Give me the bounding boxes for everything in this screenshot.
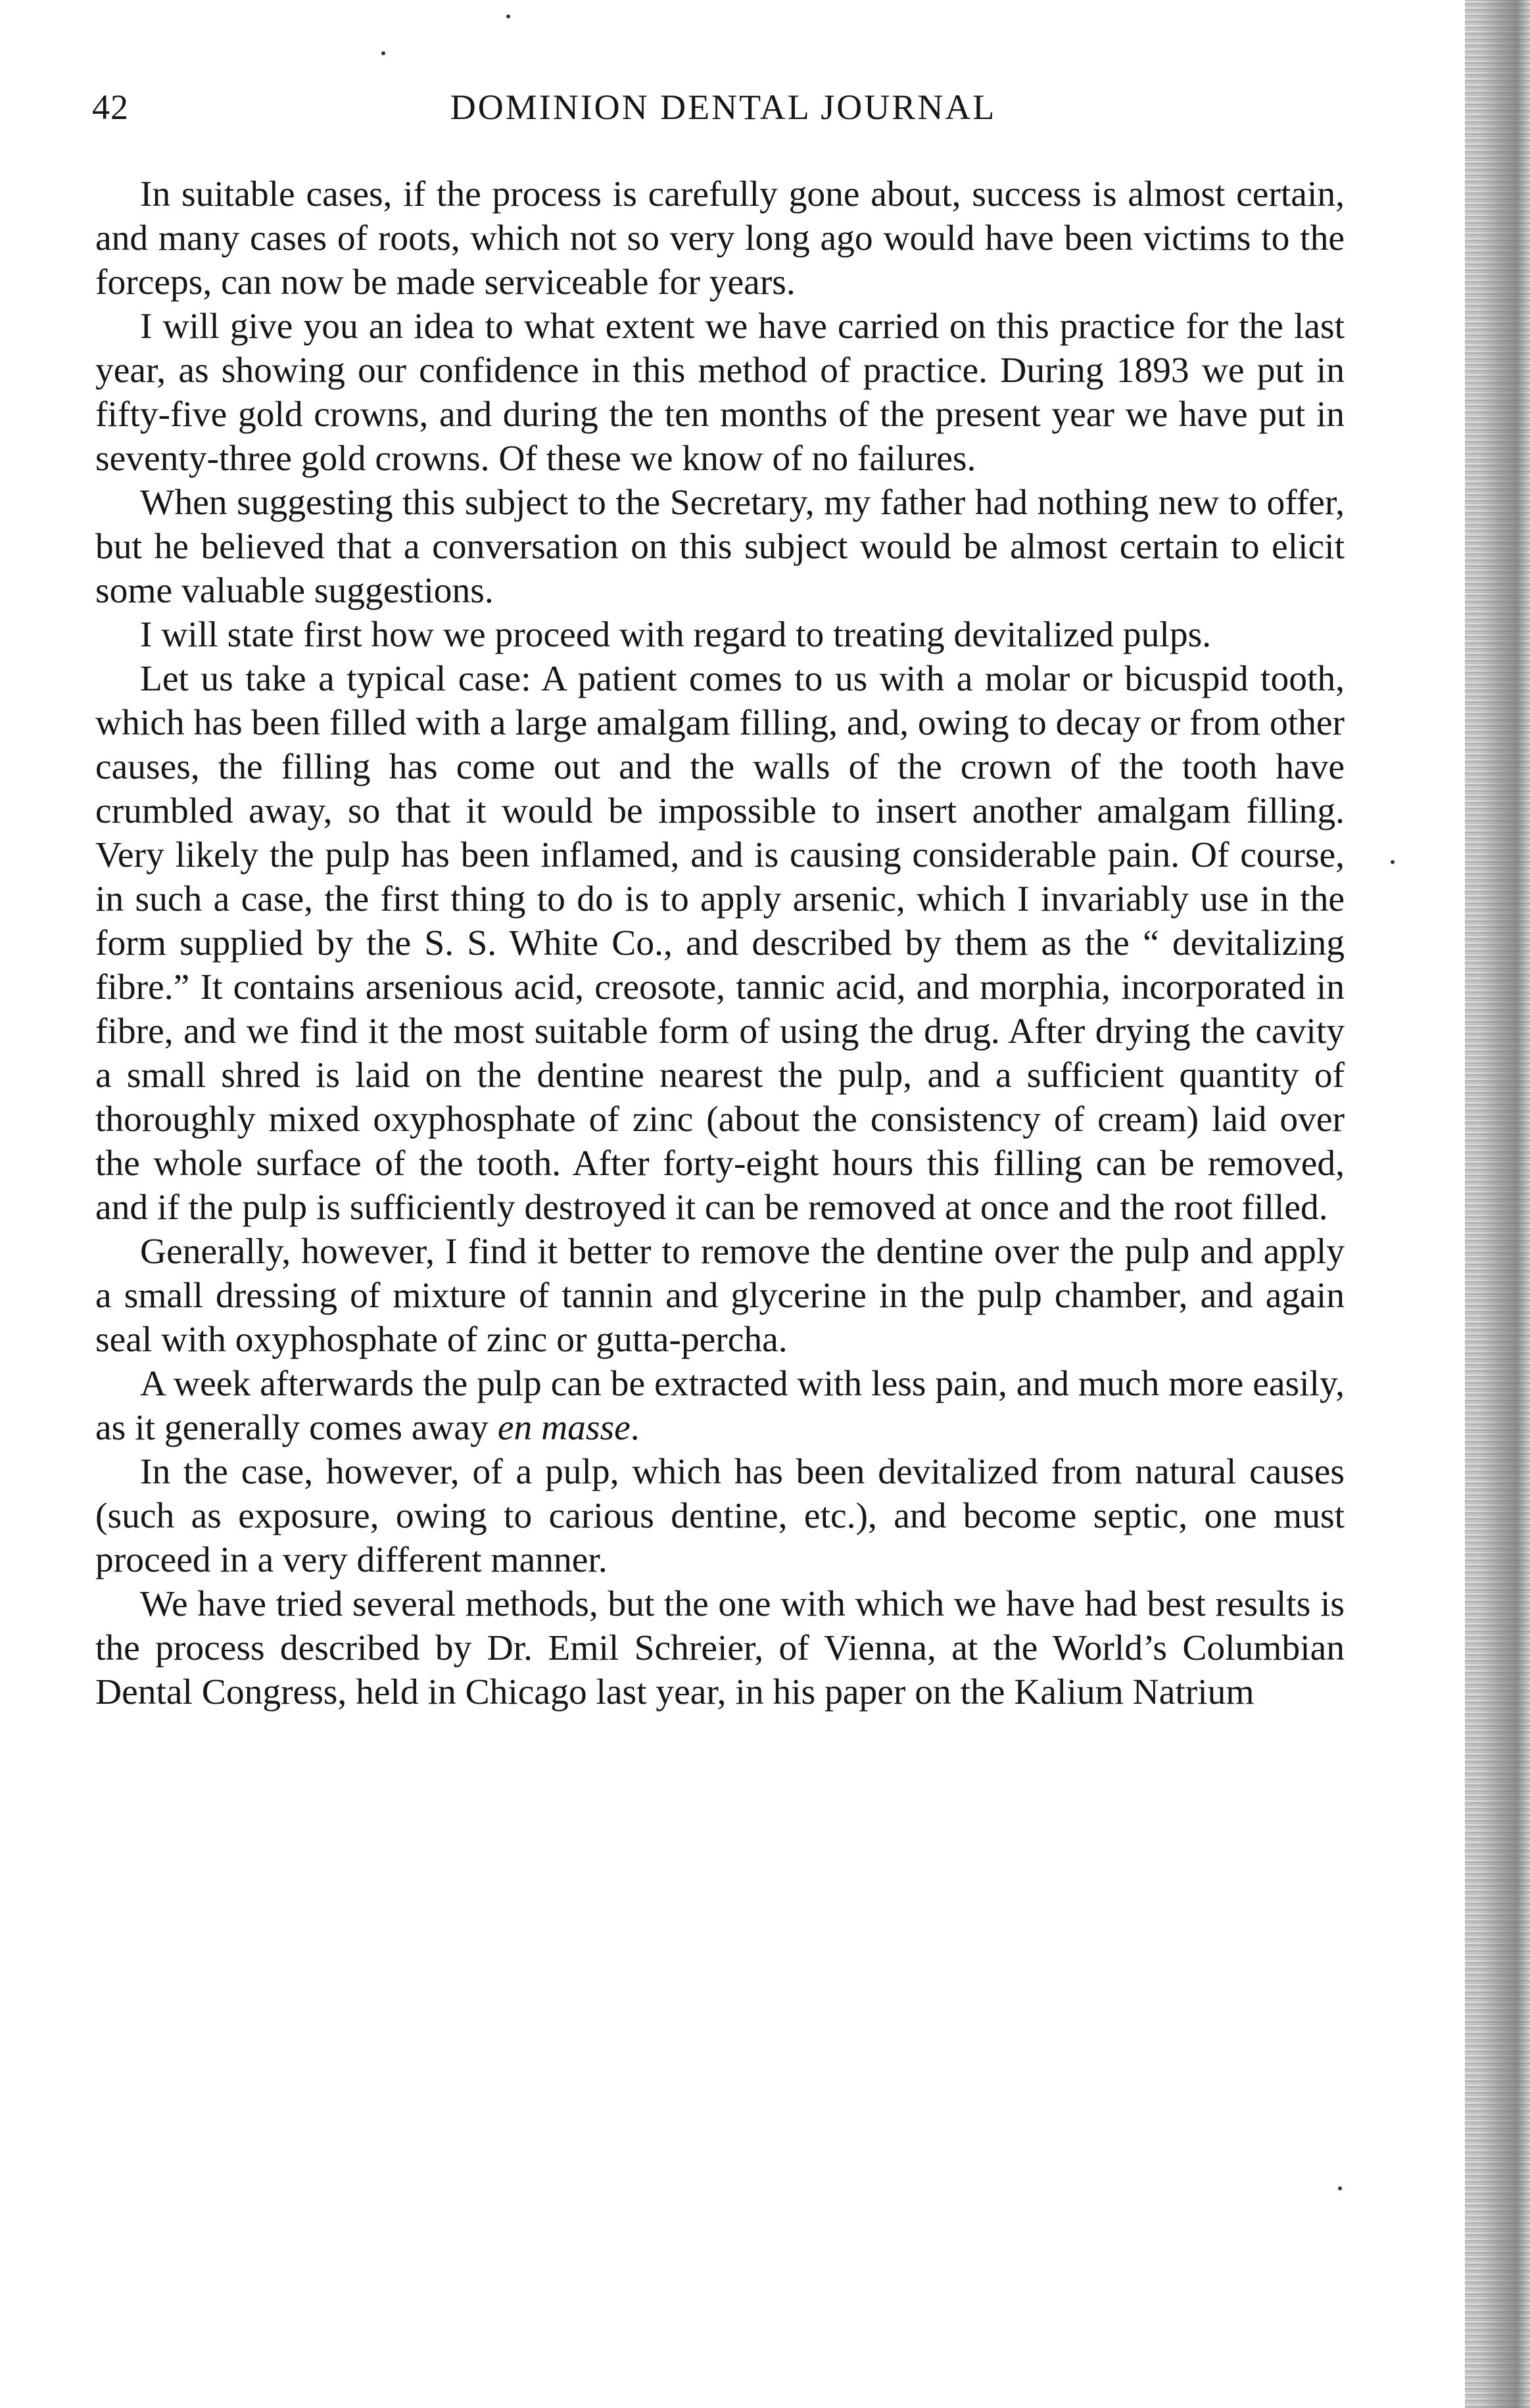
paragraph-secretary: When suggesting this subject to the Secretary, my father had nothing new to offer, but he believed that a conversation on this subject would be almost certain to elicit some valuable suggestions.	[95, 483, 1345, 611]
paragraph-typical-case: Let us take a typical case: A patient comes to us with a molar or bicuspid tooth, which has been filled with a large amalgam filling, and, owing to decay or from other causes, the filling has come out and the walls of the crown of the tooth have crumbled away, so that it would be impossible to insert another amalgam filling. Very likely the pulp has been inflamed, and is causing considerable pain. Of course, in such a case, the first thing to do is to apply arsenic, which I invariably use in the form supplied by the S. S. White Co., and described by them as the “ devitalizing fibre.” It contains arsenious acid, creosote, tannic acid, and morphia, incorporated in fibre, and we find it the most suitable form of using the drug. After drying the cavity a small shred is laid on the dentine nearest the pulp, and a sufficient quantity of thoroughly mixed oxyphosphate of zinc (about the consistency of cream) laid over the whole surface of the tooth. After forty-eight hours this filling can be removed, and if the pulp is sufficiently destroyed it can be removed at once and the root filled.	[95, 659, 1345, 1228]
paragraph-week-afterwards	[95, 1362, 1345, 1450]
scan-speck	[1338, 2186, 1342, 2190]
article-body	[95, 172, 1345, 1714]
week-afterwards-end: .	[630, 1408, 640, 1448]
paragraph-gold-crowns: I will give you an idea to what extent we have carried on this practice for the last year, as showing our confidence in this method of practice. During 1893 we put in fifty-five gold crowns, and during the ten months of the present year we have put in seventy-three gold crowns. Of these we know of no failures.	[95, 306, 1345, 479]
paragraph-tannin-dressing: Generally, however, I find it better to remove the dentine over the pulp and apply a small dressing of mixture of tannin and glycerine in the pulp chamber, and again seal with oxyphosphate of zinc or gutta-percha.	[95, 1232, 1345, 1360]
week-afterwards-text: A week afterwards the pulp can be extracted with less pain, and much more easily, as it generally comes away	[95, 1364, 1345, 1448]
scan-speck	[381, 51, 385, 55]
page-header	[92, 78, 1354, 137]
page-number: 42	[92, 87, 129, 127]
en-masse-italic: en masse	[497, 1408, 631, 1448]
paragraph-schreier-method: We have tried several methods, but the one with which we have had best results is the process described by Dr. Emil Schreier, of Vienna, at the World’s Columbian Dental Congress, held in Chicago last year, in his paper on the Kalium Natrium	[95, 1584, 1345, 1712]
paragraph-suitable-cases: In suitable cases, if the process is carefully gone about, success is almost certain, and many cases of roots, which not so very long ago would have been victims to the forceps, can now be made serviceable for years.	[95, 174, 1345, 302]
paragraph-devitalized-pulps: I will state first how we proceed with regard to treating devitalized pulps.	[140, 615, 1212, 655]
paragraph-septic-pulp: In the case, however, of a pulp, which has been devitalized from natural causes (such as exposure, owing to carious dentine, etc.), and become septic, one must proceed in a very different manner.	[95, 1452, 1345, 1580]
running-head: DOMINION DENTAL JOURNAL	[450, 87, 997, 127]
scan-speck	[506, 14, 510, 18]
scan-binding-edge	[1465, 0, 1530, 2408]
scan-speck	[1391, 860, 1395, 864]
